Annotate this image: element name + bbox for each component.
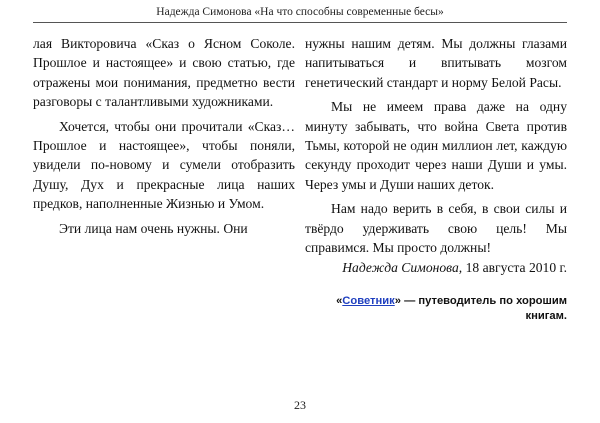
- signature-date: 18 августа 2010 г.: [465, 260, 567, 275]
- left-column: [33, 34, 295, 243]
- page-number: 23: [294, 398, 306, 412]
- right-column: [305, 34, 567, 262]
- paragraph: лая Викторовича «Сказ о Ясном Соколе. Прошлое и настоящее» и свою статью, где отражены мои понимания, предметно вести разговоры с талантливыми художниками.: [33, 36, 295, 110]
- paragraph: Эти лица нам очень нужны. Они: [59, 220, 248, 236]
- sovetnik-link[interactable]: Советник: [342, 295, 395, 307]
- paragraph: Хочется, чтобы они прочитали «Сказ… Прошлое и настоящее», чтобы поняли, увидели по-новому и сумели отобразить Душу, Дух и прекрасные лица наших предков, наполненные Жизнью и Умом.: [33, 118, 295, 212]
- paragraph: Нам надо верить в себя, в свои силы и твёрдо удерживать свою цель! Мы справимся. Мы просто должны!: [305, 201, 567, 256]
- header-divider: [33, 22, 567, 23]
- paragraph: нужны нашим детям. Мы должны глазами напитываться и впитывать мозгом генетический стандарт и норму Белой Расы.: [305, 36, 567, 90]
- signature-author: Надежда Симонова: [342, 260, 459, 275]
- paragraph: Мы не имеем права даже на одну минуту забывать, что война Света против Тьмы, которой не один миллион лет, каждую секунду проходит через наши Души и умы. Через умы и Души наших деток.: [305, 99, 567, 192]
- promo-line: [305, 294, 567, 324]
- running-header: Надежда Симонова «На что способны современные бесы»: [156, 6, 444, 18]
- promo-text: » — путеводитель по хорошим книгам.: [394, 295, 567, 322]
- promo-open-quote: «: [336, 295, 343, 307]
- signature-line: Надежда Симонова, 18 августа 2010 г.: [342, 260, 567, 275]
